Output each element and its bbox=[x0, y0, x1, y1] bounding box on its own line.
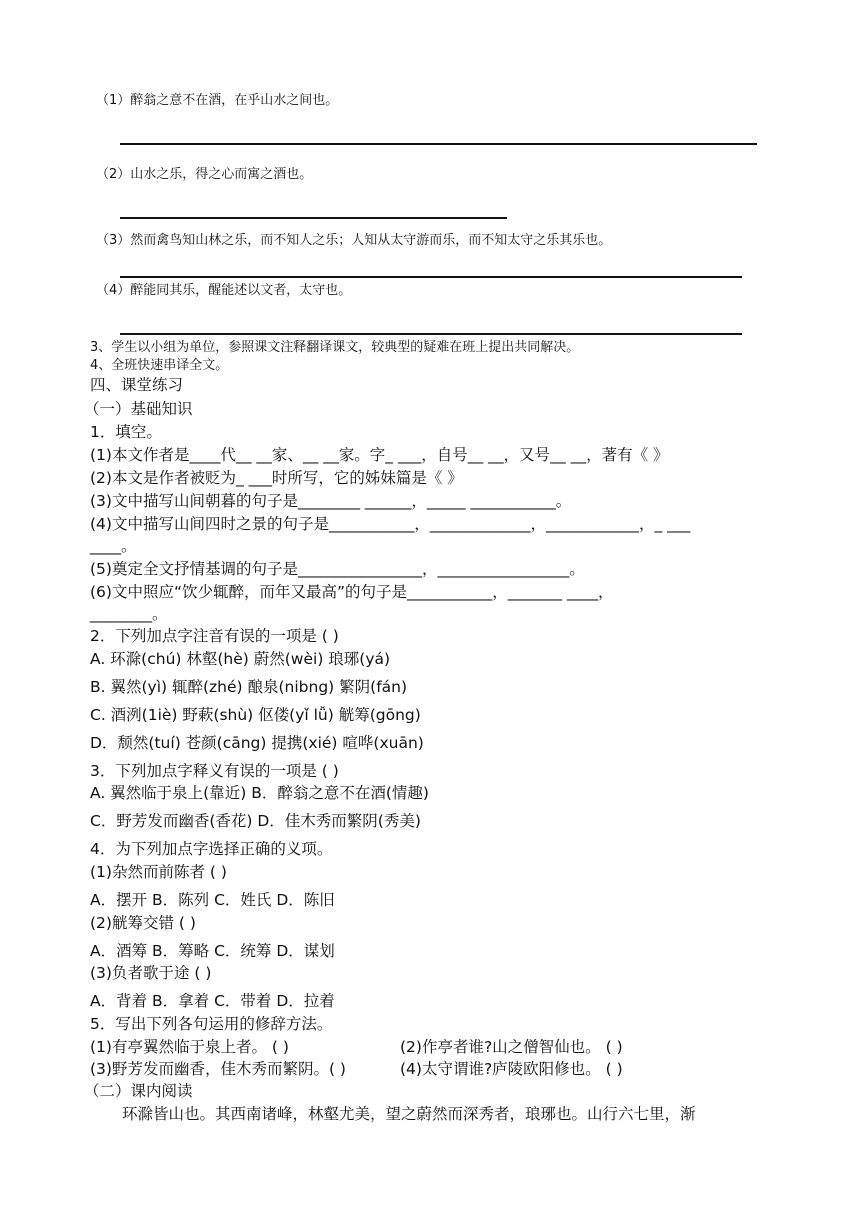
translation-item-2: （2）山水之乐，得之心而寓之酒也。 bbox=[96, 167, 313, 182]
answer-line-4[interactable] bbox=[120, 333, 742, 335]
answer-line-1[interactable] bbox=[120, 143, 757, 145]
reading-passage: 环滁皆山也。其西南诸峰，林壑尤美，望之蔚然而深秀者，琅琊也。山行六七里，渐 bbox=[122, 1105, 696, 1123]
q1-line-6-cont: ________。 bbox=[90, 605, 168, 623]
q2-option-c: C. 酒洌(1iè) 野蔌(shù) 伛偻(yǐ lǚ) 觥筹(gōng) bbox=[90, 706, 421, 724]
q5-title: 5．写出下列各句运用的修辞方法。 bbox=[90, 1015, 333, 1033]
q1-line-3: (3)文中描写山间朝暮的句子是________ ______，_____ ___________。 bbox=[90, 492, 572, 510]
q2-option-b: B. 翼然(yì) 辄醉(zhé) 酿泉(nibng) 繁阴(fán) bbox=[90, 678, 408, 696]
q4-title: 4．为下列加点字选择正确的义项。 bbox=[90, 840, 333, 858]
q4-sentence-3: (3)负者歌于途 ( ) bbox=[90, 964, 212, 982]
q5-item-4: (4)太守谓谁?庐陵欧阳修也。 ( ) bbox=[400, 1060, 623, 1078]
q1-line-1: (1)本文作者是____代__ __家、__ __家。字_ ___，自号__ __，又号__ __，著有《 》 bbox=[90, 446, 669, 464]
translation-item-1: （1）醉翁之意不在酒，在乎山水之间也。 bbox=[96, 93, 339, 108]
q1-line-2: (2)本文是作者被贬为_ ___时所写，它的姊妹篇是《 》 bbox=[90, 469, 463, 487]
subsection-basic: （一）基础知识 bbox=[84, 400, 193, 418]
answer-line-2[interactable] bbox=[120, 217, 507, 219]
q4-options-1: A．摆开 B．陈列 C．姓氏 D．陈旧 bbox=[90, 891, 335, 909]
q1-line-6: (6)文中照应“饮少辄醉，而年又最高”的句子是___________，_______ ____， bbox=[90, 583, 614, 601]
q5-item-3: (3)野芳发而幽香，佳木秀而繁阴。( ) bbox=[90, 1060, 346, 1078]
q3-title: 3．下列加点字释义有误的一项是 ( ) bbox=[90, 762, 339, 780]
q3-options-ab: A. 翼然临于泉上(靠近) B．醉翁之意不在酒(情趣) bbox=[90, 784, 429, 802]
q4-sentence-1: (1)杂然而前陈者 ( ) bbox=[90, 863, 227, 881]
q1-line-4-cont: ____。 bbox=[90, 537, 137, 555]
q2-title: 2．下列加点字注音有误的一项是 ( ) bbox=[90, 627, 339, 645]
section-title: 四、课堂练习 bbox=[90, 376, 184, 394]
q2-option-a: A. 环滁(chú) 林壑(hè) 蔚然(wèi) 琅琊(yá) bbox=[90, 650, 391, 668]
q4-sentence-2: (2)觥筹交错 ( ) bbox=[90, 914, 196, 932]
step-4: 4、全班快速串译全文。 bbox=[90, 358, 229, 373]
step-3: 3、学生以小组为单位，参照课文注释翻译课文，较典型的疑难在班上提出共同解决。 bbox=[90, 340, 580, 355]
q5-item-1: (1)有亭翼然临于泉上者。 ( ) bbox=[90, 1038, 289, 1056]
answer-line-3[interactable] bbox=[120, 276, 742, 278]
q5-item-2: (2)作亭者谁?山之僧智仙也。 ( ) bbox=[400, 1038, 623, 1056]
q1-line-5: (5)奠定全文抒情基调的句子是________________，_________________。 bbox=[90, 560, 585, 578]
q1-line-4: (4)文中描写山间四时之景的句子是___________，_____________，____________，_ ___ bbox=[90, 515, 691, 533]
subsection-reading: （二）课内阅读 bbox=[84, 1082, 193, 1100]
q2-option-d: D．颓然(tuí) 苍颜(cāng) 提携(xié) 喧哗(xuān) bbox=[90, 734, 424, 752]
q4-options-2: A．酒筹 B．筹略 C．统筹 D．谋划 bbox=[90, 942, 335, 960]
q3-options-cd: C．野芳发而幽香(香花) D．佳木秀而繁阴(秀美) bbox=[90, 812, 421, 830]
q1-title: 1．填空。 bbox=[90, 423, 162, 441]
q4-options-3: A．背着 B．拿着 C．带着 D．拉着 bbox=[90, 992, 335, 1010]
translation-item-3: （3）然而禽鸟知山林之乐，而不知人之乐；人知从太守游而乐，而不知太守之乐其乐也。 bbox=[96, 233, 612, 248]
translation-item-4: （4）醉能同其乐，醒能述以文者，太守也。 bbox=[96, 283, 352, 298]
